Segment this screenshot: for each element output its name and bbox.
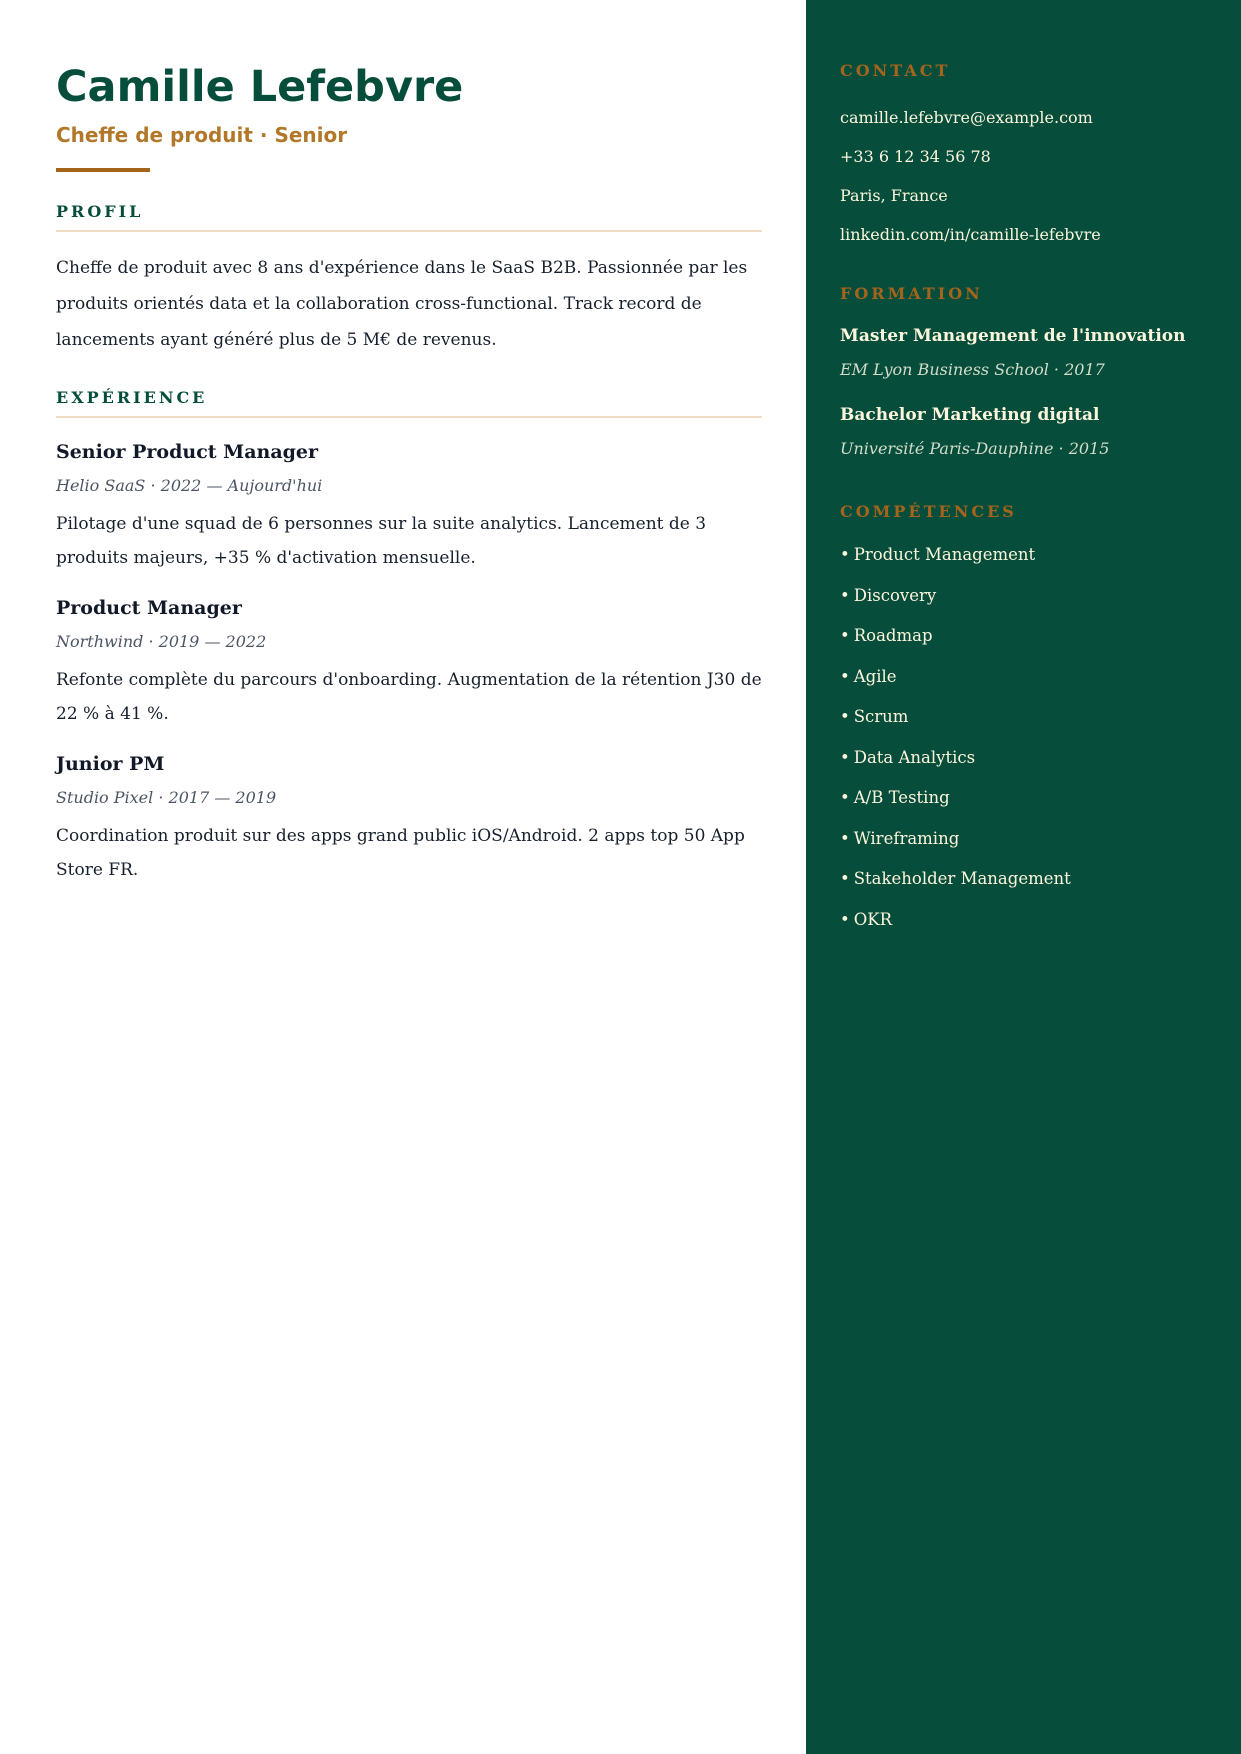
profile-divider: [56, 230, 762, 232]
skill-item: [840, 584, 1217, 608]
job-meta: Northwind · 2019 — 2022: [56, 632, 267, 651]
contact-heading: CONTACT: [840, 61, 951, 80]
contact-list: [840, 106, 1217, 247]
skill-item: [840, 543, 1217, 567]
profile-section: [56, 202, 762, 358]
candidate-name: Camille Lefebvre: [56, 62, 464, 112]
bullet-icon: •: [840, 788, 850, 807]
education-entry: [840, 402, 1217, 461]
job-meta: Helio SaaS · 2022 — Aujourd'hui: [56, 476, 323, 495]
sidebar: [806, 0, 1241, 1754]
bullet-icon: •: [840, 545, 850, 564]
skill-item: [840, 624, 1217, 648]
skills-list: [840, 543, 1217, 932]
contact-phone[interactable]: +33 6 12 34 56 78: [840, 147, 991, 166]
profile-text: Cheffe de produit avec 8 ans d'expérience dans le SaaS B2B. Passionnée par les produits orientés data et la collaboration cross-functional. Track record de lancements ayant généré plus de 5 M€ de revenus.: [56, 258, 748, 350]
skills-section: [840, 501, 1217, 932]
education-meta: EM Lyon Business School · 2017: [840, 360, 1105, 379]
job-title: Product Manager: [56, 597, 242, 619]
bullet-icon: •: [840, 747, 850, 767]
bullet-icon: •: [840, 626, 850, 645]
skill-item: [840, 665, 1217, 689]
job-entry: [56, 749, 762, 887]
contact-linkedin[interactable]: linkedin.com/in/camille-lefebvre: [840, 225, 1101, 244]
job-entry: [56, 593, 762, 731]
skill-label: A/B Testing: [853, 788, 950, 807]
skill-item: [840, 705, 1217, 729]
education-degree: Master Management de l'innovation: [840, 326, 1186, 346]
experience-divider: [56, 416, 762, 418]
experience-heading: EXPÉRIENCE: [56, 388, 208, 407]
contact-location: Paris, France: [840, 186, 948, 205]
contact-email[interactable]: camille.lefebvre@example.com: [840, 108, 1093, 127]
skill-label: Discovery: [853, 585, 937, 605]
skill-item: [840, 786, 1217, 810]
skill-label: Wireframing: [853, 828, 960, 848]
job-description: Coordination produit sur des apps grand public iOS/Android. 2 apps top 50 App Store FR.: [56, 826, 745, 880]
skill-label: Roadmap: [853, 626, 933, 645]
header-accent-rule: [56, 168, 150, 172]
education-degree: Bachelor Marketing digital: [840, 405, 1100, 425]
skill-label: Stakeholder Management: [853, 869, 1071, 888]
education-entry: [840, 323, 1217, 382]
candidate-subtitle: Cheffe de produit · Senior: [56, 123, 348, 147]
profile-heading: PROFIL: [56, 202, 144, 221]
skills-heading: COMPÉTENCES: [840, 502, 1017, 521]
bullet-icon: •: [840, 585, 850, 605]
bullet-icon: •: [840, 707, 850, 726]
bullet-icon: •: [840, 666, 850, 686]
skill-item: [840, 867, 1217, 891]
job-meta: Studio Pixel · 2017 — 2019: [56, 788, 277, 807]
skill-item: [840, 908, 1217, 932]
job-description: Refonte complète du parcours d'onboarding. Augmentation de la rétention J30 de 22 % à 41 %.: [56, 670, 762, 724]
job-title: Junior PM: [56, 753, 165, 775]
skill-label: OKR: [853, 909, 893, 929]
skill-label: Agile: [853, 666, 897, 686]
contact-section: [840, 60, 1217, 247]
skill-label: Product Management: [853, 545, 1036, 564]
bullet-icon: •: [840, 869, 850, 888]
job-title: Senior Product Manager: [56, 441, 319, 463]
skill-item: [840, 827, 1217, 851]
education-meta: Université Paris-Dauphine · 2015: [840, 439, 1110, 458]
bullet-icon: •: [840, 828, 850, 848]
formation-heading: FORMATION: [840, 284, 983, 303]
skill-label: Scrum: [853, 707, 909, 726]
formation-section: [840, 283, 1217, 461]
experience-section: [56, 388, 762, 887]
skill-item: [840, 746, 1217, 770]
job-description: Pilotage d'une squad de 6 personnes sur la suite analytics. Lancement de 3 produits majeurs, +35 % d'activation mensuelle.: [56, 514, 707, 568]
skill-label: Data Analytics: [853, 747, 976, 767]
job-entry: [56, 437, 762, 575]
bullet-icon: •: [840, 909, 850, 929]
